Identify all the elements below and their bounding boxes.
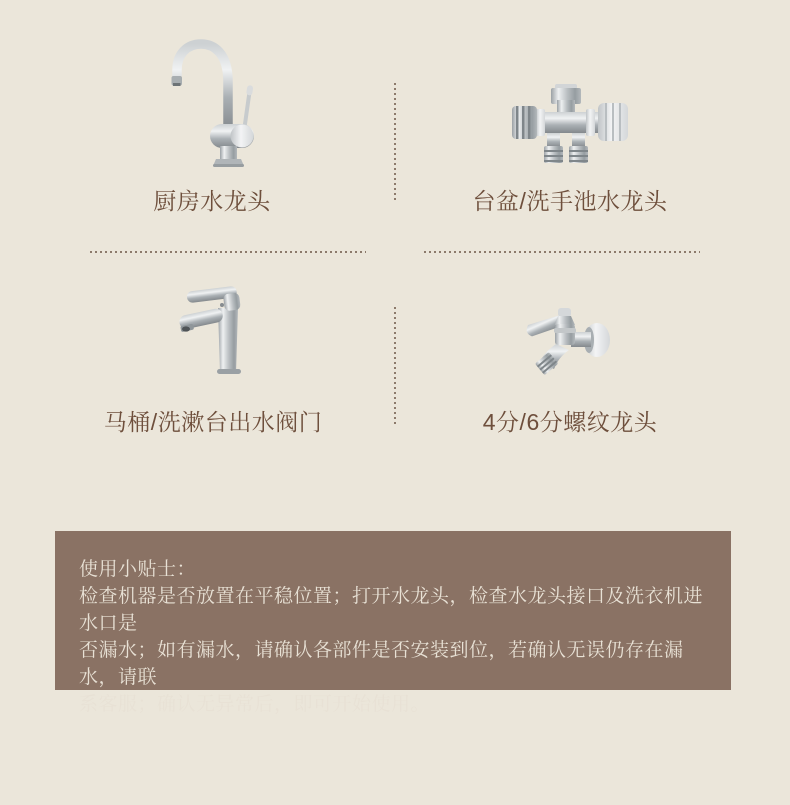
wall-mounted-threaded-tap-image (521, 298, 624, 378)
product-label-kitchen-faucet: 厨房水龙头 (153, 188, 271, 214)
tips-line: 否漏水；如有漏水，请确认各部件是否安装到位，若确认无误仍存在漏水，请联 (79, 640, 684, 688)
tips-line: 系客服；确认无异常后，即可开始使用。 (79, 694, 431, 715)
product-label-basin-faucet: 台盆/洗手池水龙头 (472, 188, 668, 214)
vertical-dotted-divider-bottom (394, 307, 396, 427)
usage-tips-box (55, 531, 731, 715)
horizontal-dotted-divider-left (90, 251, 366, 253)
double-outlet-angle-valve-image (510, 76, 630, 166)
horizontal-dotted-divider-right (424, 251, 700, 253)
basin-mixer-faucet-image (165, 280, 265, 378)
vertical-dotted-divider-top (394, 83, 396, 203)
kitchen-gooseneck-faucet-image (150, 32, 280, 168)
product-label-toilet-valve: 马桶/洗漱台出水阀门 (103, 409, 323, 435)
product-label-threaded-faucet: 4分/6分螺纹龙头 (482, 409, 658, 435)
tips-line: 检查机器是否放置在平稳位置；打开水龙头，检查水龙头接口及洗衣机进水口是 (79, 586, 704, 634)
tips-title: 使用小贴士： (79, 559, 197, 580)
